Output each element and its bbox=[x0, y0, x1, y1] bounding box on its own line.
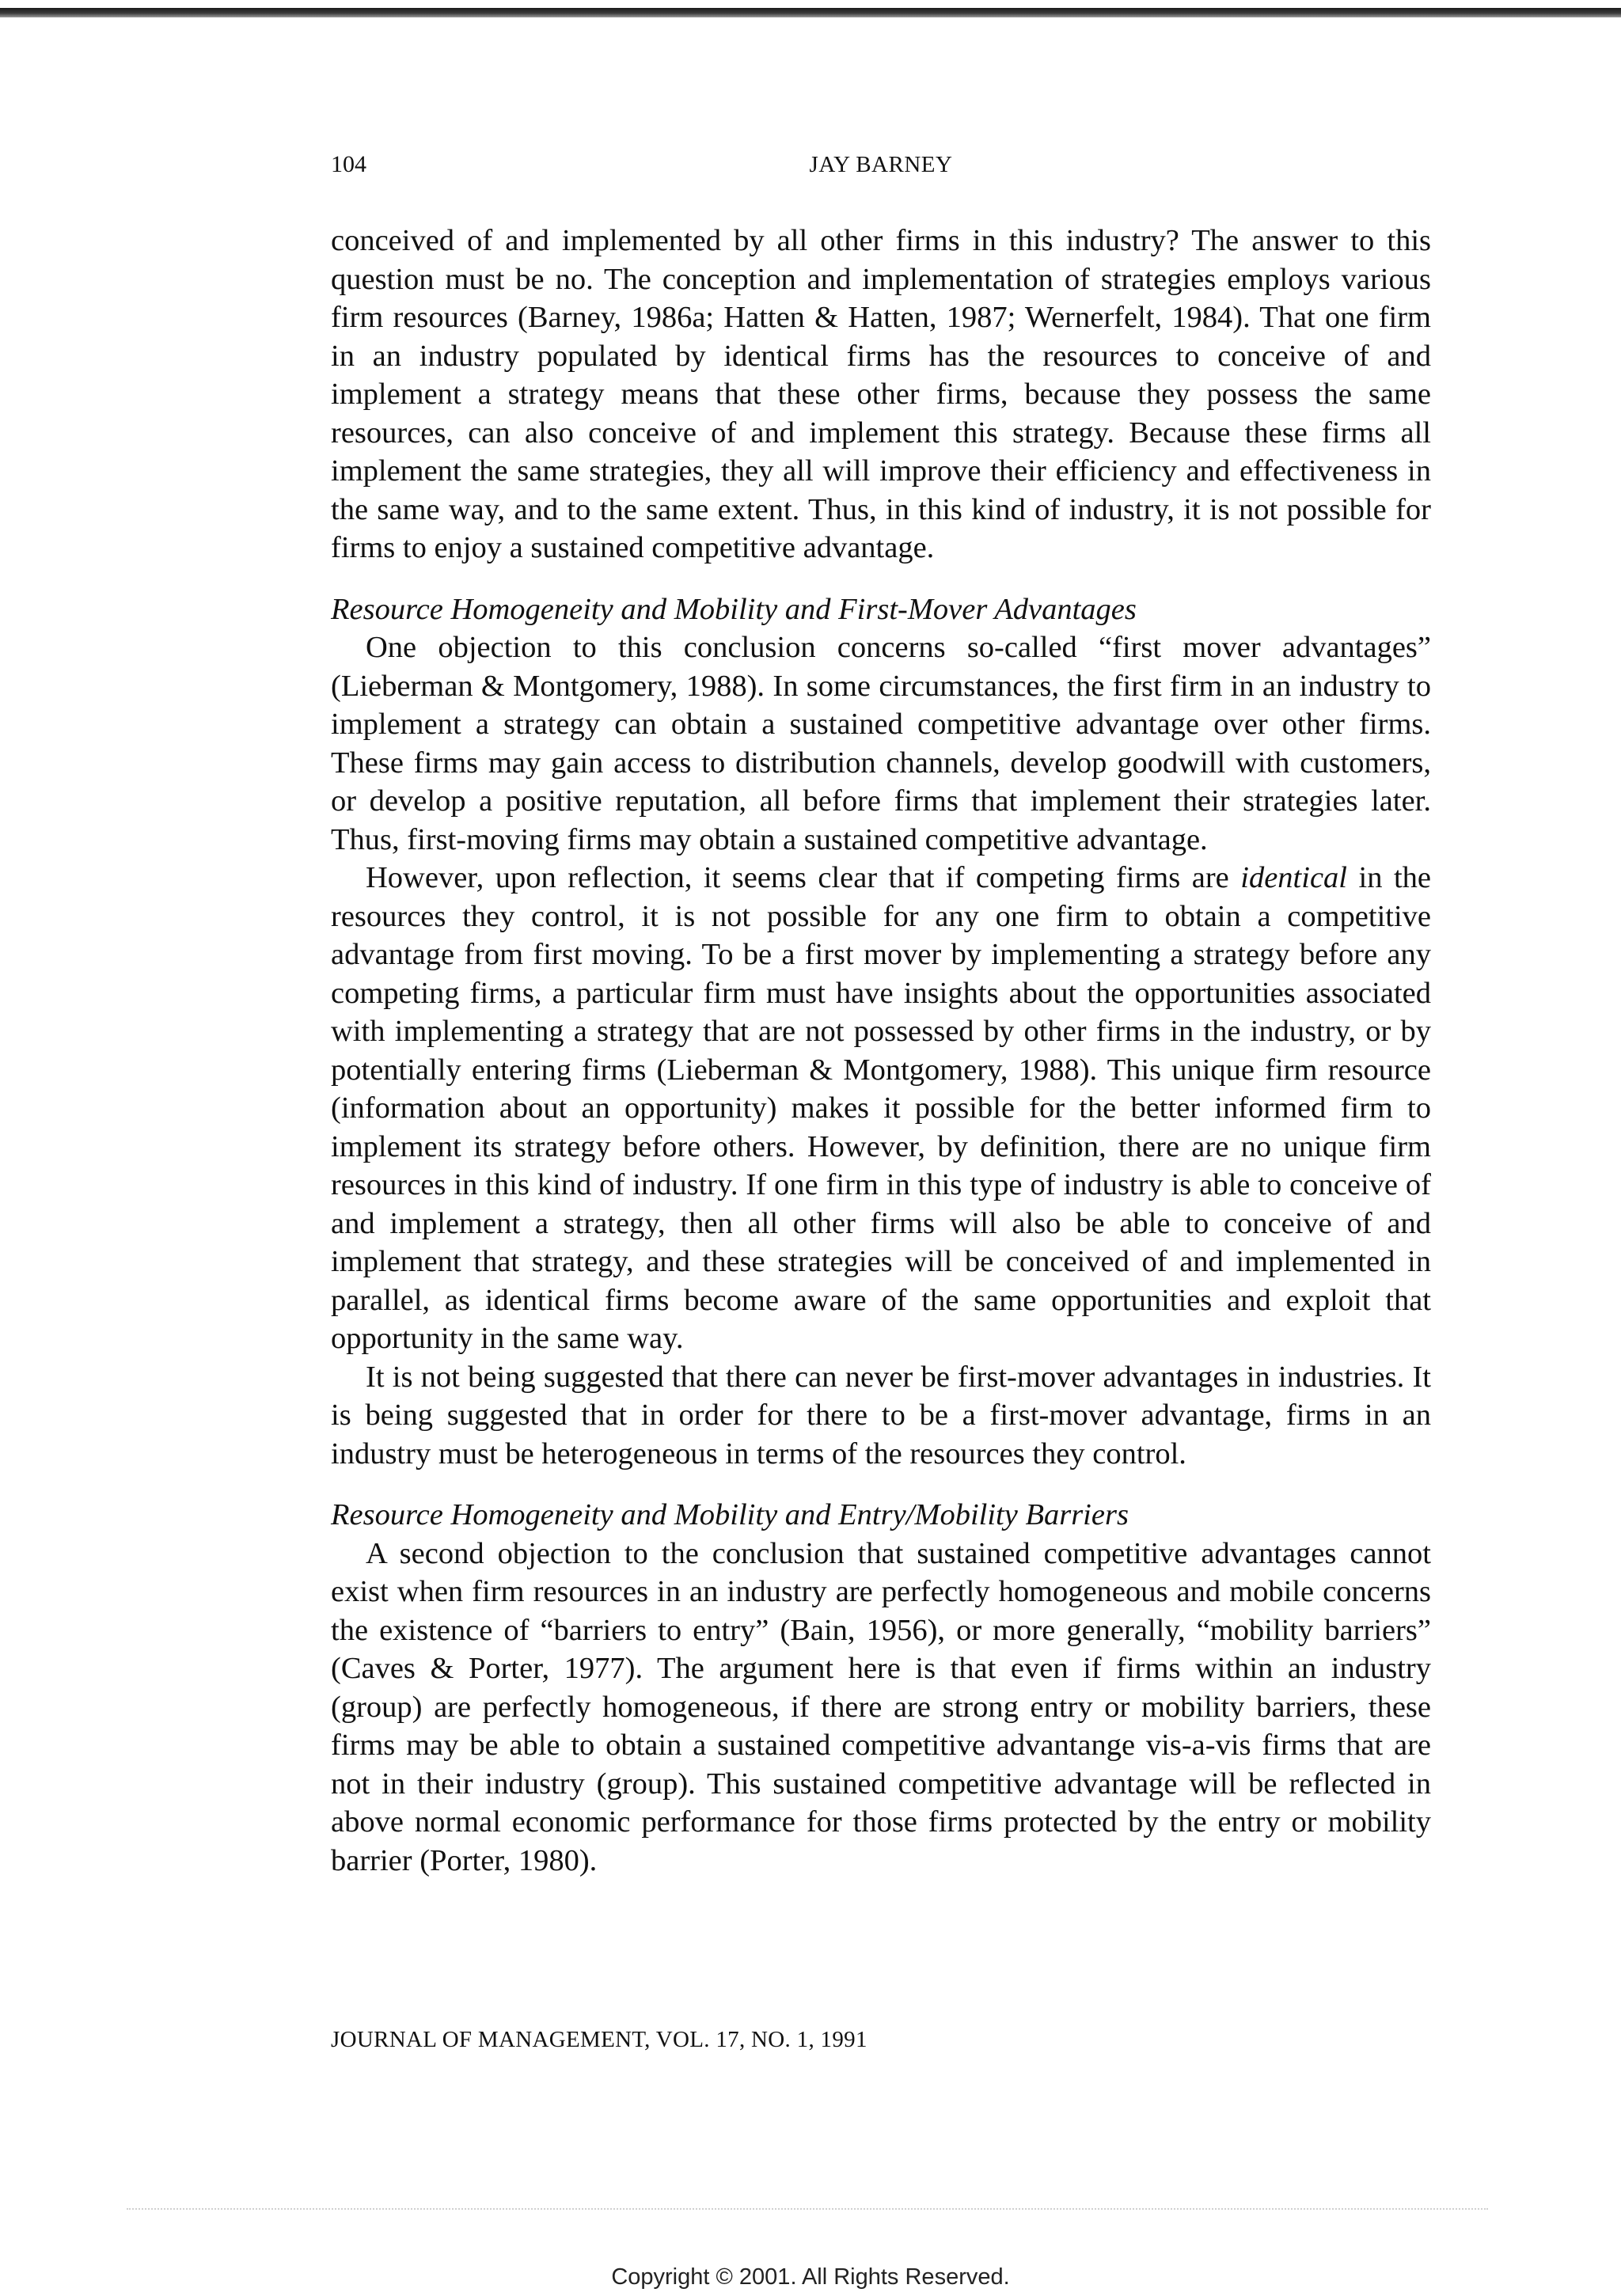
scan-dotted-divider bbox=[127, 2208, 1488, 2210]
paragraph-first-mover-objection: One objection to this conclusion concerns so-called “first mover advantages” (Lieberman & Montgomery, 1988). In some circumstances, the first firm in an industry to implement a strategy can obtain a sustained competitive advantage over other firms. These firms may gain access to distribution channels, develop goodwill with customers, or develop a positive reputation, all before firms that implement their strategies later. Thus, first-moving firms may obtain a sustained competitive advantage. bbox=[331, 631, 1431, 856]
paragraph-entry-barriers: A second objection to the conclusion that sustained competitive advantages cannot exist when firm resources in an industry are perfectly homogeneous and mobile concerns the existence of “barriers to entry” (Bain, 1956), or more generally, “mobility barriers” (Caves & Porter, 1977). The argument here is that even if firms within an industry (group) are perfectly homogeneous, if there are strong entry or mobility barriers, these firms may be able to obtain a sustained competitive advantange vis-a-vis firms that are not in their industry (group). This sustained competitive advantage will be reflected in above normal economic performance for those firms protected by the entry or mobility barrier (Porter, 1980). bbox=[331, 1536, 1431, 1877]
paragraph-identical-firms bbox=[331, 859, 1431, 1358]
paragraph-text: However, upon reflection, it seems clear that if competing firms are bbox=[366, 861, 1241, 894]
running-head bbox=[331, 149, 1431, 180]
page-number: 104 bbox=[331, 151, 366, 177]
scan-edge bbox=[0, 8, 1621, 17]
section-heading-first-mover: Resource Homogeneity and Mobility and First-Mover Advantages bbox=[331, 592, 1137, 626]
journal-footer: JOURNAL OF MANAGEMENT, VOL. 17, NO. 1, 1991 bbox=[331, 2027, 867, 2052]
body-text bbox=[331, 222, 1431, 1880]
running-title: JAY BARNEY bbox=[809, 152, 953, 177]
paragraph-text: in the resources they control, it is not possible for any one firm to obtain a competitive advantage from first moving. To be a first mover by implementing a strategy before any competing firms, a particular firm must have insights about the opportunities associated with implementing a strategy that are not possessed by other firms in the industry, or by potentially entering firms (Lieberman & Montgomery, 1988). This unique firm resource (information about an opportunity) makes it possible for the better informed firm to implement its strategy before others. However, by definition, there are no unique firm resources in this kind of industry. If one firm in this type of industry is able to conceive of and implement a strategy, then all other firms will also be able to conceive of and implement that strategy, and these strategies will be conceived of and implemented in parallel, as identical firms become aware of the same opportunities and exploit that opportunity in the same way. bbox=[331, 861, 1431, 1355]
section-heading-entry-barriers: Resource Homogeneity and Mobility and Entry/Mobility Barriers bbox=[331, 1498, 1129, 1531]
copyright-notice: Copyright © 2001. All Rights Reserved. bbox=[611, 2264, 1010, 2290]
paragraph-heterogeneous: It is not being suggested that there can never be first-mover advantages in industries. It is being suggested that in order for there to be a first-mover advantage, firms in an industry must be heterogeneous in terms of the resources they control. bbox=[331, 1360, 1431, 1471]
emphasis-identical: identical bbox=[1240, 861, 1347, 894]
paragraph-continuation: conceived of and implemented by all other firms in this industry? The answer to this question must be no. The conception and implementation of strategies employs various firm resources (Barney, 1986a; Hatten & Hatten, 1987; Wernerfelt, 1984). That one firm in an industry populated by identical firms has the resources to conceive of and implement a strategy means that these other firms, because they possess the same resources, can also conceive of and implement this strategy. Because these firms all implement the same strategies, they all will improve their efficiency and effectiveness in the same way, and to the same extent. Thus, in this kind of industry, it is not possible for firms to enjoy a sustained competitive advantage. bbox=[331, 224, 1431, 564]
